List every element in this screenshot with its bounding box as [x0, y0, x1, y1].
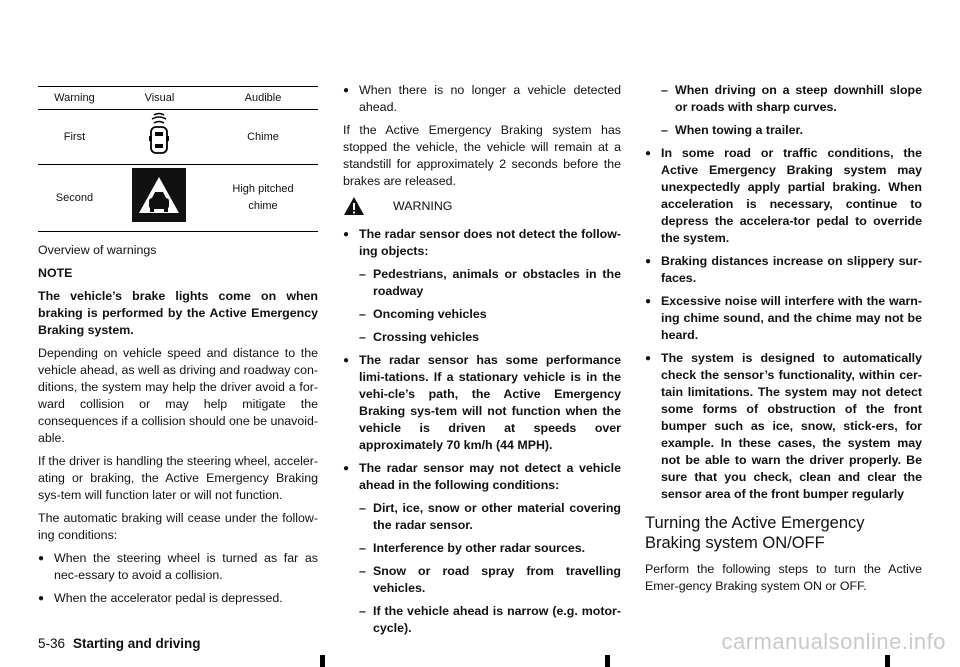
list-item: – Oncoming vehicles	[343, 306, 621, 323]
audible-line: chime	[248, 200, 278, 212]
table-caption: Overview of warnings	[38, 243, 157, 257]
list-item: ● When the accelerator pedal is depressed.	[38, 590, 318, 607]
list-item: – When towing a trailer.	[645, 122, 922, 139]
paragraph: If the driver is handling the steering wheel, acceler-ating or braking, the Active Emergency Braking sys-tem will function later or will not function.	[38, 454, 318, 502]
table-header-warning: Warning	[38, 87, 111, 110]
page-footer	[38, 636, 201, 651]
column-left	[38, 86, 318, 613]
table-header-audible: Audible	[208, 87, 318, 110]
list-item: ● Braking distances increase on slippery sur-faces.	[645, 253, 922, 287]
list-item: – When driving on a steep downhill slope or roads with sharp curves.	[645, 82, 922, 116]
car-sensor-icon	[146, 112, 172, 156]
crop-mark	[885, 655, 890, 667]
note-label: NOTE	[38, 266, 73, 280]
paragraph: The automatic braking will cease under the follow-ing conditions:	[38, 511, 318, 542]
column-right	[645, 82, 922, 601]
table-row	[38, 165, 318, 232]
list-item: – Snow or road spray from travelling vehicles.	[343, 563, 621, 597]
paragraph: If the Active Emergency Braking system has stopped the vehicle, the vehicle will remain at a standstill for approximately 2 seconds before the brakes are released.	[343, 123, 621, 188]
watermark: carmanualsonline.info	[721, 629, 946, 654]
list-item: ● The radar sensor does not detect the follow-ing objects:	[343, 226, 621, 260]
table-row	[38, 110, 318, 165]
column-middle	[343, 82, 621, 643]
list-item: – Dirt, ice, snow or other material covering the radar sensor.	[343, 500, 621, 534]
list-item: ● When there is no longer a vehicle detected ahead.	[343, 82, 621, 116]
car-warning-triangle-icon	[132, 168, 186, 222]
list-item: ● The radar sensor may not detect a vehicle ahead in the following conditions:	[343, 460, 621, 494]
warning-icon	[343, 196, 365, 216]
note-text: The vehicle’s brake lights come on when braking is performed by the Active Emergency Braking system.	[38, 289, 318, 337]
list-item: ● Excessive noise will interfere with the warn-ing chime sound, and the chime may not be heard.	[645, 293, 922, 344]
list-item: ● When the steering wheel is turned as far as nec-essary to avoid a collision.	[38, 550, 318, 584]
list-item: – If the vehicle ahead is narrow (e.g. motor-cycle).	[343, 603, 621, 637]
list-item: ● The radar sensor has some performance limi-tations. If a stationary vehicle is in the vehi-cle’s path, the Active Emergency Braking sys-tem will not function when the vehicle is driven at speeds over approximately 70 km/h (44 MPH).	[343, 352, 621, 454]
table-cell-visual	[111, 165, 208, 232]
paragraph: Depending on vehicle speed and distance to the vehicle ahead, as well as driving and roadway con-ditions, the system may help the driver avoid a for-ward collision or may help mitigate the consequences if a collision should one be unavoid-able.	[38, 346, 318, 445]
list-item: – Pedestrians, animals or obstacles in the roadway	[343, 266, 621, 300]
audible-line: High pitched	[232, 183, 294, 195]
warning-label: WARNING	[393, 198, 453, 213]
list-item: ● In some road or traffic conditions, the Active Emergency Braking system may unexpectedly apply partial braking. When acceleration is necessary, continue to depress the accelera-tor pedal to override the system.	[645, 145, 922, 247]
list-item: – Interference by other radar sources.	[343, 540, 621, 557]
warning-heading	[343, 196, 621, 216]
table-cell-warning: Second	[55, 191, 94, 204]
warnings-table	[38, 86, 318, 232]
section-title: Starting and driving	[73, 636, 201, 651]
crop-mark	[320, 655, 325, 667]
table-cell-warning: First	[38, 110, 111, 165]
list-item: – Crossing vehicles	[343, 329, 621, 346]
page-number: 5-36	[38, 636, 66, 651]
crop-mark	[605, 655, 610, 667]
table-cell-visual	[111, 110, 208, 165]
table-cell-audible	[208, 165, 318, 232]
paragraph: Perform the following steps to turn the Active Emer-gency Braking system ON or OFF.	[645, 562, 922, 593]
list-item: ● The system is designed to automatically check the sensor’s functionality, within cer-tain limitations. The system may not detect some forms of obstruction of the front bumper such as ice, snow, stick-ers, for example. In these cases, the system may not be able to warn the driver properly. Be sure that you check, clean and clear the sensor area of the front bumper regularly	[645, 350, 922, 503]
table-header-visual: Visual	[111, 87, 208, 110]
section-heading: Turning the Active Emergency Braking system ON/OFF	[645, 514, 865, 552]
table-cell-audible: Chime	[208, 110, 318, 165]
